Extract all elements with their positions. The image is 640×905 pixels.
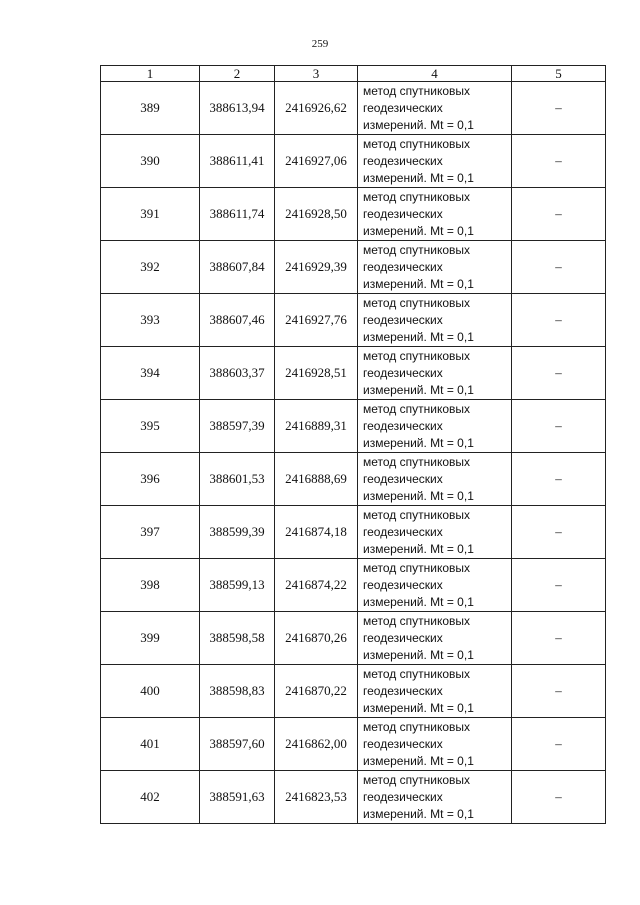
y-coordinate-cell: 2416927,06 <box>275 135 358 188</box>
method-line: геодезических <box>363 736 443 751</box>
y-coordinate-cell: 2416929,39 <box>275 241 358 294</box>
x-coordinate-cell: 388599,13 <box>200 559 275 612</box>
column-5-cell: – <box>512 665 606 718</box>
method-cell <box>358 400 512 453</box>
column-header-4: 4 <box>358 66 512 82</box>
method-cell <box>358 82 512 135</box>
table-body <box>101 82 606 824</box>
column-5-cell: – <box>512 241 606 294</box>
point-number-cell: 394 <box>101 347 200 400</box>
column-5-cell: – <box>512 559 606 612</box>
method-line: геодезических <box>363 100 443 115</box>
method-line: геодезических <box>363 683 443 698</box>
method-cell <box>358 135 512 188</box>
point-number-cell: 401 <box>101 718 200 771</box>
method-line: метод спутниковых <box>363 772 471 787</box>
table-row <box>101 400 606 453</box>
x-coordinate-cell: 388611,41 <box>200 135 275 188</box>
x-coordinate-cell: 388598,83 <box>200 665 275 718</box>
y-coordinate-cell: 2416928,51 <box>275 347 358 400</box>
method-line: геодезических <box>363 524 443 539</box>
method-line: геодезических <box>363 259 443 274</box>
column-5-cell: – <box>512 400 606 453</box>
y-coordinate-cell: 2416927,76 <box>275 294 358 347</box>
method-line: измерений. Mt = 0,1 <box>363 594 474 609</box>
y-coordinate-cell: 2416862,00 <box>275 718 358 771</box>
method-line: метод спутниковых <box>363 613 471 628</box>
method-cell <box>358 665 512 718</box>
point-number-cell: 393 <box>101 294 200 347</box>
column-5-cell: – <box>512 135 606 188</box>
table-row <box>101 135 606 188</box>
method-line: метод спутниковых <box>363 719 471 734</box>
method-line: метод спутниковых <box>363 666 471 681</box>
x-coordinate-cell: 388613,94 <box>200 82 275 135</box>
method-line: измерений. Mt = 0,1 <box>363 170 474 185</box>
table-header-row <box>101 66 606 82</box>
column-5-cell: – <box>512 188 606 241</box>
method-line: геодезических <box>363 153 443 168</box>
table-row <box>101 771 606 824</box>
method-line: измерений. Mt = 0,1 <box>363 329 474 344</box>
x-coordinate-cell: 388611,74 <box>200 188 275 241</box>
column-5-cell: – <box>512 347 606 400</box>
table-row <box>101 718 606 771</box>
method-line: измерений. Mt = 0,1 <box>363 488 474 503</box>
method-line: метод спутниковых <box>363 507 471 522</box>
table-row <box>101 82 606 135</box>
method-line: измерений. Mt = 0,1 <box>363 541 474 556</box>
x-coordinate-cell: 388607,84 <box>200 241 275 294</box>
coordinates-table <box>100 65 606 824</box>
table-row <box>101 612 606 665</box>
table-row <box>101 665 606 718</box>
x-coordinate-cell: 388603,37 <box>200 347 275 400</box>
point-number-cell: 398 <box>101 559 200 612</box>
method-line: геодезических <box>363 789 443 804</box>
method-line: геодезических <box>363 577 443 592</box>
method-line: геодезических <box>363 471 443 486</box>
method-line: измерений. Mt = 0,1 <box>363 700 474 715</box>
method-cell <box>358 453 512 506</box>
point-number-cell: 402 <box>101 771 200 824</box>
method-line: метод спутниковых <box>363 454 471 469</box>
method-cell <box>358 718 512 771</box>
point-number-cell: 399 <box>101 612 200 665</box>
method-line: измерений. Mt = 0,1 <box>363 753 474 768</box>
method-line: метод спутниковых <box>363 295 471 310</box>
column-5-cell: – <box>512 294 606 347</box>
column-5-cell: – <box>512 718 606 771</box>
page-number: 259 <box>311 38 329 50</box>
y-coordinate-cell: 2416928,50 <box>275 188 358 241</box>
method-line: измерений. Mt = 0,1 <box>363 117 474 132</box>
column-header-3: 3 <box>275 66 358 82</box>
y-coordinate-cell: 2416889,31 <box>275 400 358 453</box>
x-coordinate-cell: 388591,63 <box>200 771 275 824</box>
method-line: измерений. Mt = 0,1 <box>363 806 474 821</box>
column-header-1: 1 <box>101 66 200 82</box>
x-coordinate-cell: 388599,39 <box>200 506 275 559</box>
method-line: геодезических <box>363 206 443 221</box>
y-coordinate-cell: 2416874,18 <box>275 506 358 559</box>
point-number-cell: 390 <box>101 135 200 188</box>
x-coordinate-cell: 388597,60 <box>200 718 275 771</box>
method-line: геодезических <box>363 312 443 327</box>
y-coordinate-cell: 2416874,22 <box>275 559 358 612</box>
table-row <box>101 347 606 400</box>
method-line: геодезических <box>363 365 443 380</box>
point-number-cell: 391 <box>101 188 200 241</box>
column-5-cell: – <box>512 82 606 135</box>
column-5-cell: – <box>512 771 606 824</box>
method-cell <box>358 559 512 612</box>
table-row <box>101 506 606 559</box>
table-row <box>101 188 606 241</box>
point-number-cell: 392 <box>101 241 200 294</box>
column-5-cell: – <box>512 612 606 665</box>
x-coordinate-cell: 388601,53 <box>200 453 275 506</box>
x-coordinate-cell: 388607,46 <box>200 294 275 347</box>
method-line: метод спутниковых <box>363 560 471 575</box>
y-coordinate-cell: 2416870,26 <box>275 612 358 665</box>
method-line: метод спутниковых <box>363 242 471 257</box>
column-header-5: 5 <box>512 66 606 82</box>
method-cell <box>358 241 512 294</box>
x-coordinate-cell: 388598,58 <box>200 612 275 665</box>
method-line: метод спутниковых <box>363 83 471 98</box>
column-header-2: 2 <box>200 66 275 82</box>
point-number-cell: 389 <box>101 82 200 135</box>
point-number-cell: 400 <box>101 665 200 718</box>
method-line: метод спутниковых <box>363 136 471 151</box>
point-number-cell: 397 <box>101 506 200 559</box>
method-line: измерений. Mt = 0,1 <box>363 382 474 397</box>
method-cell <box>358 188 512 241</box>
method-line: измерений. Mt = 0,1 <box>363 435 474 450</box>
table-row <box>101 453 606 506</box>
y-coordinate-cell: 2416888,69 <box>275 453 358 506</box>
method-line: метод спутниковых <box>363 189 471 204</box>
method-cell <box>358 347 512 400</box>
column-5-cell: – <box>512 453 606 506</box>
method-line: метод спутниковых <box>363 401 471 416</box>
method-line: геодезических <box>363 418 443 433</box>
table-row <box>101 559 606 612</box>
y-coordinate-cell: 2416870,22 <box>275 665 358 718</box>
table-row <box>101 241 606 294</box>
method-line: метод спутниковых <box>363 348 471 363</box>
method-line: измерений. Mt = 0,1 <box>363 647 474 662</box>
x-coordinate-cell: 388597,39 <box>200 400 275 453</box>
y-coordinate-cell: 2416823,53 <box>275 771 358 824</box>
point-number-cell: 395 <box>101 400 200 453</box>
method-cell <box>358 771 512 824</box>
y-coordinate-cell: 2416926,62 <box>275 82 358 135</box>
method-cell <box>358 294 512 347</box>
method-line: измерений. Mt = 0,1 <box>363 223 474 238</box>
point-number-cell: 396 <box>101 453 200 506</box>
method-cell <box>358 612 512 665</box>
method-cell <box>358 506 512 559</box>
table-row <box>101 294 606 347</box>
method-line: измерений. Mt = 0,1 <box>363 276 474 291</box>
column-5-cell: – <box>512 506 606 559</box>
method-line: геодезических <box>363 630 443 645</box>
